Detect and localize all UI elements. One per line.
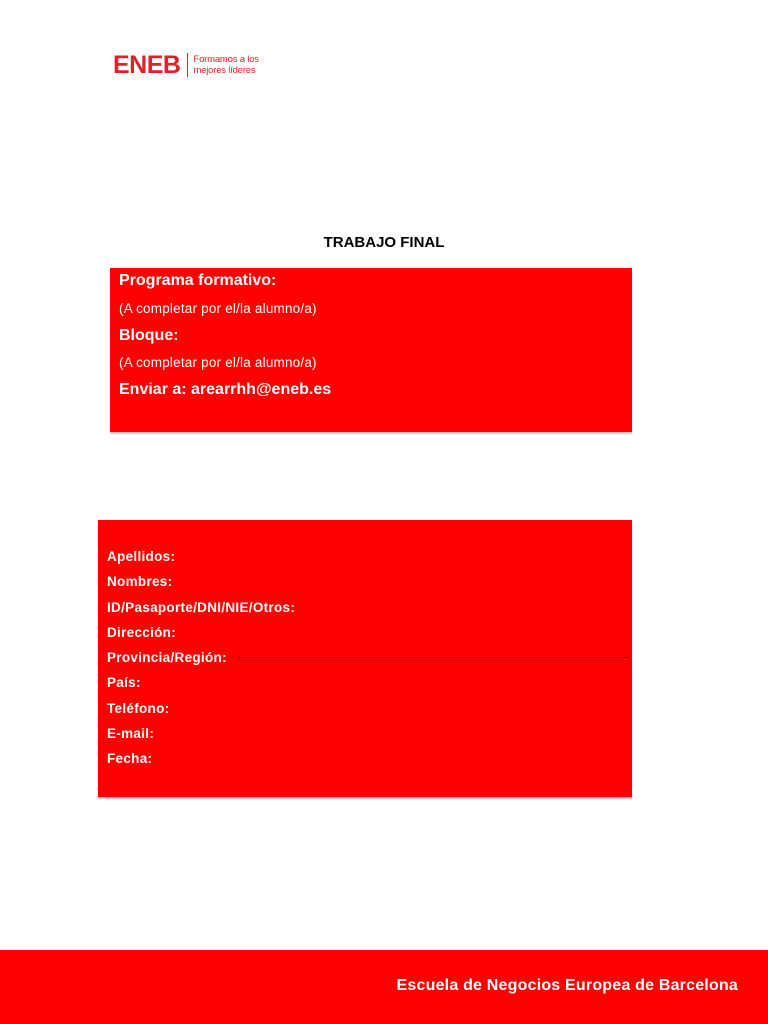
logo-tagline-line2: mejores líderes — [193, 65, 256, 76]
field-apellidos: Apellidos: — [107, 549, 176, 564]
field-id-document: ID/Pasaporte/DNI/NIE/Otros: — [107, 600, 296, 615]
field-telefono: Teléfono: — [107, 701, 170, 716]
logo-tagline — [193, 54, 258, 76]
eneb-logo — [113, 51, 259, 79]
send-to-email: Enviar a: arearrhh@eneb.es — [119, 381, 332, 398]
program-label: Programa formativo: — [119, 272, 277, 289]
logo-divider — [187, 53, 188, 77]
footer-school-name: Escuela de Negocios Europea de Barcelona — [396, 977, 738, 994]
logo-tagline-line1: Formamos a los — [193, 54, 259, 65]
block-label: Bloque: — [119, 327, 179, 344]
field-email: E-mail: — [107, 726, 155, 741]
field-nombres: Nombres: — [107, 574, 173, 589]
student-info-box — [98, 520, 632, 797]
program-note: (A completar por el/la alumno/a) — [119, 301, 317, 316]
field-fecha: Fecha: — [107, 751, 153, 766]
field-direccion: Dirección: — [107, 625, 177, 640]
field-provincia-region: Provincia/Región: — [107, 650, 227, 665]
program-info-box — [110, 268, 632, 432]
field-divider-line — [238, 657, 628, 658]
footer-bar — [0, 950, 768, 1024]
field-pais: País: — [107, 675, 141, 690]
document-title: TRABAJO FINAL — [323, 234, 445, 251]
logo-mark: ENEB — [113, 50, 181, 79]
block-note: (A completar por el/la alumno/a) — [119, 355, 317, 370]
